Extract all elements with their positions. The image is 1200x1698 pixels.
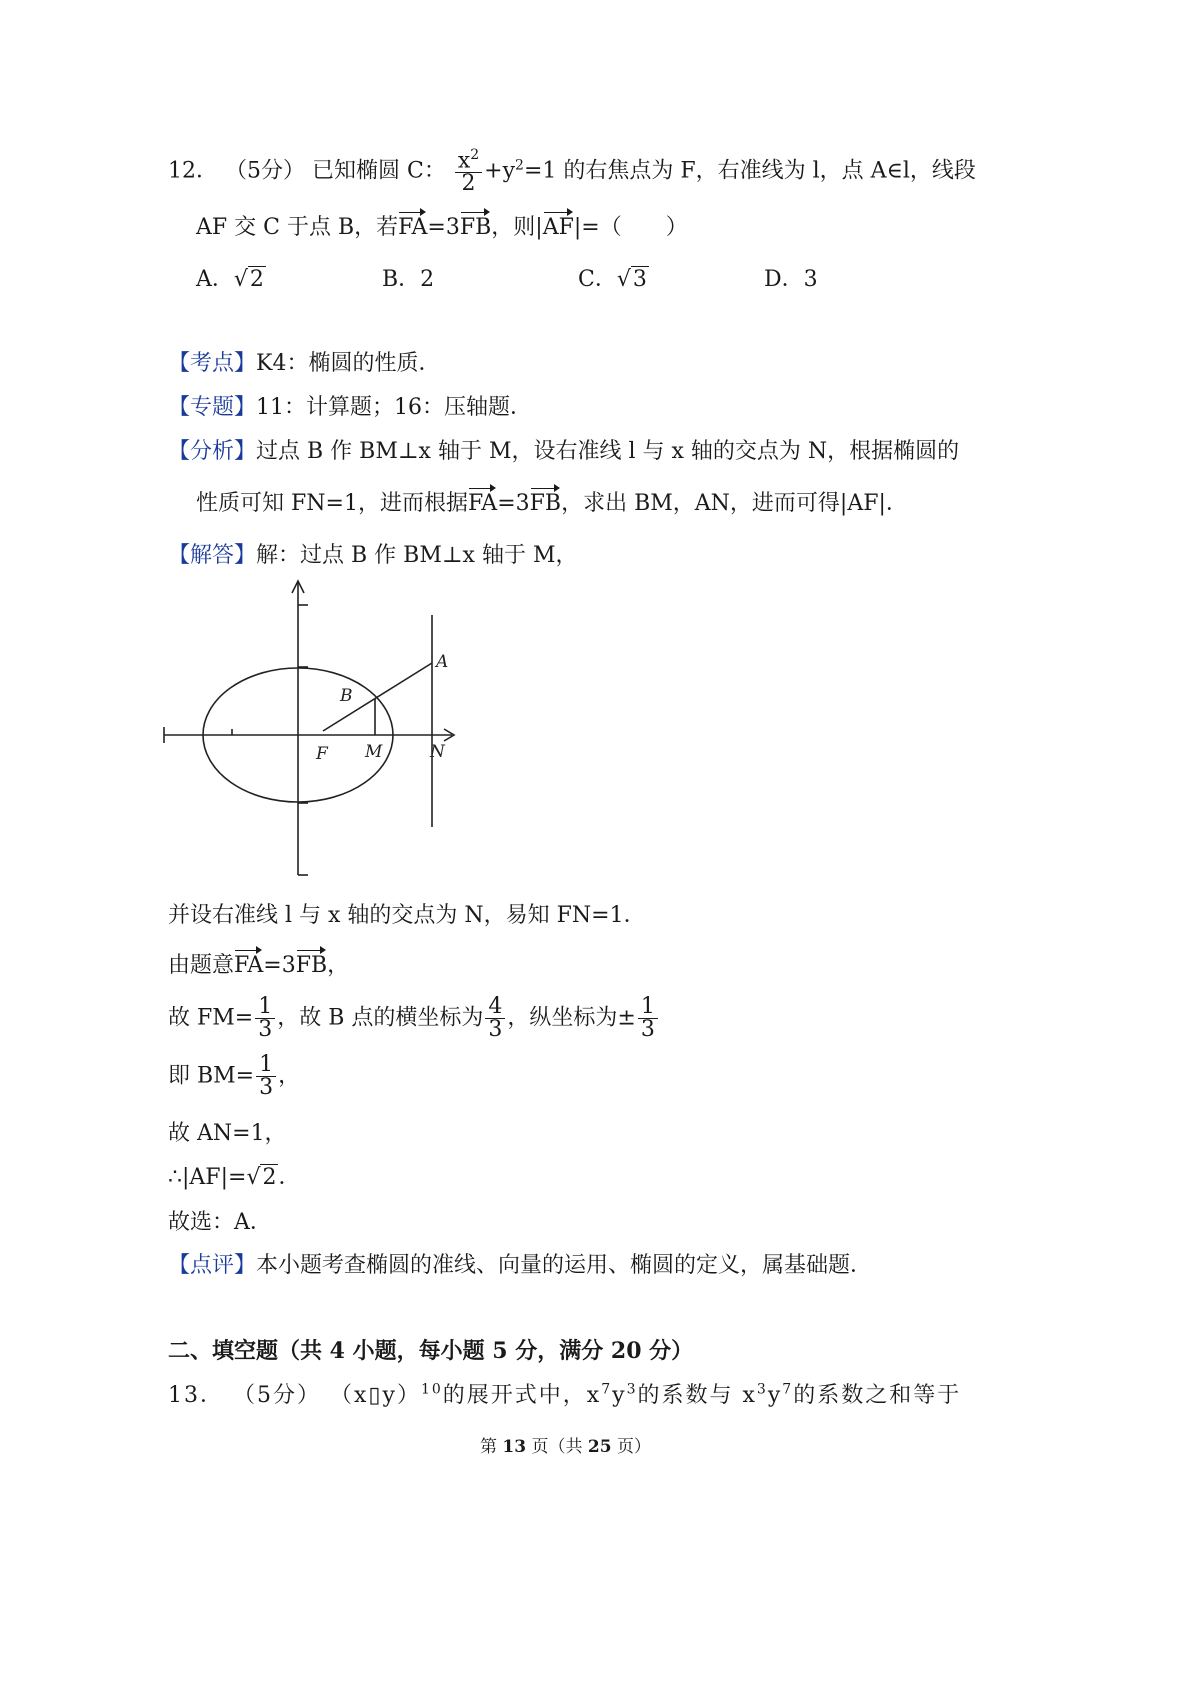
option-c: C．√3	[578, 267, 647, 292]
sol-line2: 由题意FA=3FB，	[168, 953, 350, 978]
vector-fa: FA	[467, 491, 498, 516]
dianping-tag: 【点评】	[168, 1253, 257, 1278]
option-b: B．2	[382, 267, 435, 292]
vector-fa: FA	[398, 215, 428, 240]
zhuanti: 【专题】11：计算题；16：压轴题．	[168, 395, 533, 420]
fraction-one-third: $\frac{1}{3}$	[638, 996, 658, 1041]
abs-af: |AF|	[182, 1165, 228, 1190]
q13-line1: 13． （5分） （x▯y）$^{10}$的展开式中，$x^7y^3$的系数与 $x^3y^7$的系数之和等于	[168, 1381, 962, 1408]
vector-fb: FB	[459, 215, 492, 240]
section-title: 二、填空题（共 4 小题，每小题 5 分，满分 20 分）	[168, 1338, 694, 1364]
vector-fa: FA	[234, 953, 264, 978]
jieda: 【解答】解：过点 B 作 BM⊥x 轴于 M，	[168, 543, 578, 568]
page-number: 13	[502, 1437, 527, 1457]
q12-line1: 12． （5分） 已知椭圆 C： $\frac{x^2}{2}$ $+y^2=1$ 的右焦点为 F，右准线为 l，点 A∈l，线段	[168, 147, 976, 197]
label-m: M	[365, 742, 383, 762]
sol-line3: 故 FM= $\frac{1}{3}$ ，故 B 点的横坐标为 $\frac{4}{3}$ ，纵坐标为± $\frac{1}{3}$	[168, 996, 660, 1041]
option-a: A．√2	[196, 267, 264, 292]
kaodian-tag: 【考点】	[168, 351, 257, 376]
sol-line5: 故 AN=1，	[168, 1121, 287, 1146]
fenxi-tag: 【分析】	[168, 439, 257, 464]
option-d: D．3	[764, 267, 818, 292]
sol-line4: 即 BM= $\frac{1}{3}$ ，	[168, 1052, 301, 1100]
q12-points: （5分）	[225, 158, 305, 184]
q12-line1-rest: 的右焦点为 F，右准线为 l，点 A∈l，线段	[556, 158, 976, 184]
ellipse-fraction: $\frac{x^2}{2}$	[455, 148, 482, 195]
ellipse-figure	[160, 575, 470, 880]
sol-line7: 故选：A．	[168, 1210, 272, 1235]
zhuanti-tag: 【专题】	[168, 395, 257, 420]
fraction-one-third: $\frac{1}{3}$	[255, 996, 275, 1041]
jieda-tag: 【解答】	[168, 543, 257, 568]
page-total: 25	[587, 1437, 612, 1457]
q12-intro: 已知椭圆 C：	[312, 158, 446, 184]
fenxi-line1: 【分析】过点 B 作 BM⊥x 轴于 M，设右准线 l 与 x 轴的交点为 N，根据椭圆的	[168, 439, 960, 464]
label-f: F	[316, 744, 328, 764]
q12-line2: AF 交 C 于点 B，若FA=3FB，则|AF|=（ ）	[196, 215, 688, 240]
label-n: N	[430, 742, 445, 762]
fraction-one-third: $\frac{1}{3}$	[256, 1054, 276, 1099]
q13-points: （5分）	[233, 1383, 321, 1408]
abs-af: |AF|	[839, 491, 886, 516]
q12-number: 12．	[168, 158, 218, 184]
label-b: B	[340, 686, 353, 706]
sol-line6: ∴|AF|=√2．	[168, 1165, 301, 1190]
page-footer: 第 13 页（共 25 页）	[480, 1437, 651, 1457]
fenxi-line2: 性质可知 FN=1，进而根据FA=3FB，求出 BM，AN，进而可得|AF|．	[196, 491, 908, 516]
vector-fb: FB	[295, 953, 328, 978]
sol-line1: 并设右准线 l 与 x 轴的交点为 N，易知 FN=1．	[168, 903, 646, 928]
dianping: 【点评】本小题考查椭圆的准线、向量的运用、椭圆的定义，属基础题．	[168, 1253, 873, 1278]
fraction-four-thirds: $\frac{4}{3}$	[485, 996, 505, 1041]
abs-af: |AF|	[535, 215, 582, 240]
label-a: A	[436, 652, 449, 672]
q13-number: 13．	[168, 1383, 224, 1408]
kaodian: 【考点】K4：椭圆的性质．	[168, 351, 441, 376]
vector-fb: FB	[529, 491, 562, 516]
